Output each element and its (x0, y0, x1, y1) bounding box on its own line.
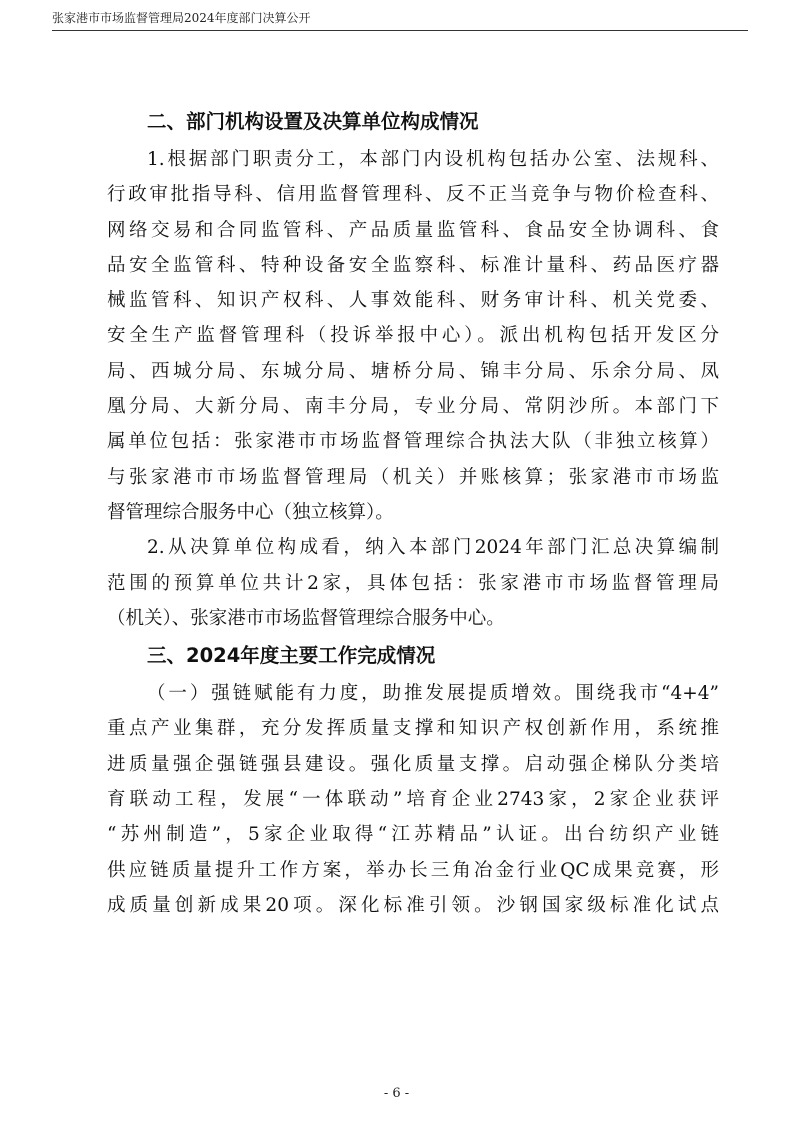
text-line: 2.从决算单位构成看，纳入本部门2024年部门汇总决算编制 (147, 537, 719, 559)
text-line: 进质量强企强链强县建设。强化质量支撑。启动强企梯队分类培 (107, 753, 719, 775)
text-line: “苏州制造”，5家企业取得“江苏精品”认证。出台纺织产业链 (107, 824, 719, 846)
text-line: 行政审批指导科、信用监督管理科、反不正当竞争与物价检查科、 (107, 184, 719, 206)
text-line: 网络交易和合同监管科、产品质量监管科、食品安全协调科、食 (107, 219, 719, 241)
text-line: 局、西城分局、东城分局、塘桥分局、锦丰分局、乐余分局、凤 (107, 360, 719, 382)
section2-paragraph-1 (107, 142, 719, 530)
page-number: - 6 - (383, 1086, 410, 1101)
text-line: 品安全监管科、特种设备安全监察科、标准计量科、药品医疗器 (107, 254, 719, 276)
text-line: 重点产业集群，充分发挥质量支撑和知识产权创新作用，系统推 (107, 718, 719, 740)
text-line: 育联动工程，发展“一体联动”培育企业2743家，2家企业获评 (107, 789, 719, 811)
section2-paragraph-2 (107, 530, 719, 636)
text-line: 范围的预算单位共计2家，具体包括：张家港市市场监督管理局 (107, 572, 719, 594)
text-line: 督管理综合服务中心（独立核算）。 (107, 501, 394, 523)
section-heading-2: 二、部门机构设置及决算单位构成情况 (147, 110, 479, 133)
text-line: 成质量创新成果20项。深化标准引领。沙钢国家级标准化试点 (107, 894, 719, 916)
text-line: 属单位包括：张家港市市场监督管理综合执法大队（非独立核算） (107, 431, 719, 453)
text-line: 与张家港市市场监督管理局（机关）并账核算；张家港市市场监 (107, 466, 719, 488)
text-line: （一）强链赋能有力度，助推发展提质增效。围绕我市“4+4” (147, 683, 719, 705)
text-line: 供应链质量提升工作方案，举办长三角冶金行业QC成果竞赛，形 (107, 859, 719, 881)
text-line: 安全生产监督管理科（投诉举报中心）。派出机构包括开发区分 (107, 325, 719, 347)
page-header (52, 9, 748, 31)
section-heading-3: 三、2024年度主要工作完成情况 (147, 644, 436, 668)
text-line: 1.根据部门职责分工，本部门内设机构包括办公室、法规科、 (147, 149, 719, 170)
page-footer (0, 1086, 793, 1101)
text-line: 械监管科、知识产权科、人事效能科、财务审计科、机关党委、 (107, 290, 719, 312)
text-line: 凰分局、大新分局、南丰分局，专业分局、常阴沙所。本部门下 (107, 396, 719, 418)
section3-paragraph-1 (107, 676, 719, 923)
document-body (107, 102, 719, 923)
text-line: （机关）、张家港市市场监督管理综合服务中心。 (107, 607, 505, 629)
header-title: 张家港市市场监督管理局2024年度部门决算公开 (52, 11, 311, 25)
